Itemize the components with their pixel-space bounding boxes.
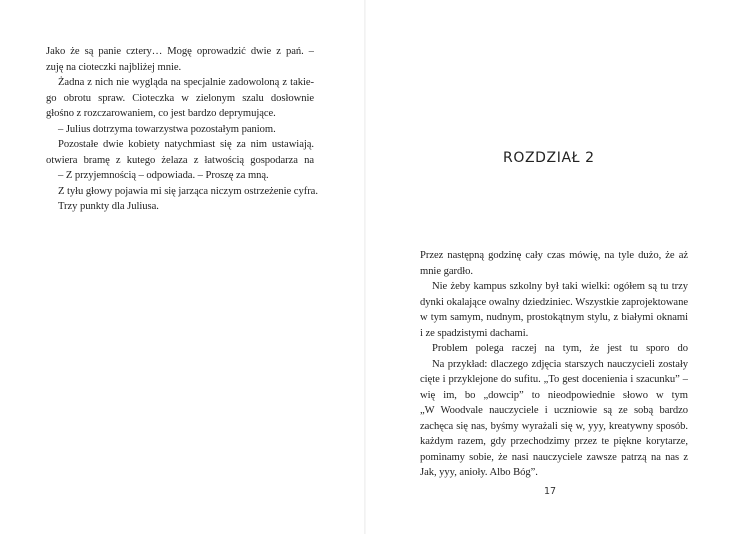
text-line: i ze spadzistymi dachami. xyxy=(420,327,529,339)
text-line: Na przykład: dlaczego zdjęcia starszych nauczycieli zostały xyxy=(432,358,688,370)
text-line: Trzy punkty dla Juliusa. xyxy=(58,201,159,212)
text-line: mnie gardło. xyxy=(420,265,473,277)
right-page-text xyxy=(420,248,688,481)
text-line: Pozostałe dwie kobiety natychmiast się za nim ustawiają. xyxy=(58,139,314,150)
text-line: Jak, yyy, anioły. Albo Bóg”. xyxy=(420,467,538,478)
text-line: otwiera bramę z kutego żelaza z łatwością gospodarza na xyxy=(46,154,314,166)
text-line: cięte i przyklejone do sufitu. „To gest docenienia i szacunku” – xyxy=(420,374,688,385)
text-line: Przez następną godzinę cały czas mówię, na tyle dużo, że aż xyxy=(420,250,688,261)
text-line: zuję na cioteczki najbliżej mnie. xyxy=(46,61,182,73)
text-line: każdym razem, gdy przechodzimy przez te piękne korytarze, xyxy=(420,436,688,447)
right-page xyxy=(366,0,730,534)
page-number: 17 xyxy=(544,486,557,497)
text-line: zachęca się nas, byśmy wyrażali się w, yyy, kreatywny sposób. xyxy=(420,420,688,432)
left-page xyxy=(0,0,364,534)
text-line: Żadna z nich nie wygląda na specjalnie zadowoloną z takie- xyxy=(58,77,314,88)
text-line: w tym samym, nudnym, prostokątnym stylu, z białymi oknami xyxy=(420,312,688,323)
text-line: Z tyłu głowy pojawia mi się jarząca niczym ostrzeżenie cyfra. xyxy=(58,185,318,197)
text-line: „W Woodvale nauczyciele i uczniowie są ze sobą bardzo xyxy=(420,405,688,416)
text-line: pominamy sobie, że nasi nauczyciele zawsze patrzą na nas z xyxy=(420,451,688,463)
text-line: – Z przyjemnością – odpowiada. – Proszę za mną. xyxy=(58,170,269,181)
left-page-text xyxy=(46,44,318,215)
text-line: dynki okalające owalny dziedziniec. Wszystkie zaprojektowane xyxy=(420,296,688,308)
text-line: głośno z rozczarowaniem, co jest bardzo deprymujące. xyxy=(46,108,276,119)
text-line: go obrotu spraw. Cioteczka w zielonym szalu dosłownie xyxy=(46,92,314,104)
chapter-heading: ROZDZIAŁ 2 xyxy=(503,150,595,166)
text-line: wię im, bo „dowcip” to nieodpowiednie słowo w tym xyxy=(420,389,688,401)
text-line: Jako że są panie cztery… Mogę oprowadzić dwie z pań. – xyxy=(46,46,314,57)
text-line: – Julius dotrzyma towarzystwa pozostałym paniom. xyxy=(58,123,276,135)
text-line: Nie żeby kampus szkolny był taki wielki: ogółem są tu trzy xyxy=(432,281,688,292)
text-line: Problem polega raczej na tym, że jest tu sporo do xyxy=(432,343,688,354)
